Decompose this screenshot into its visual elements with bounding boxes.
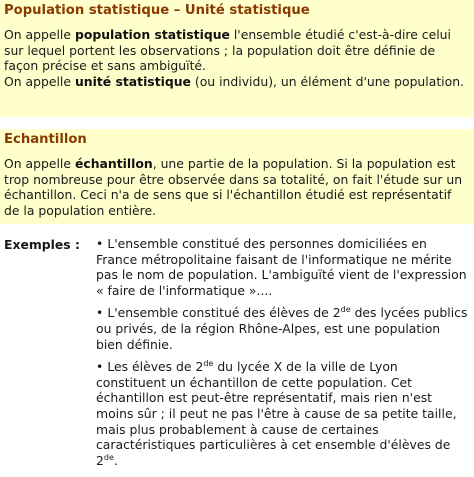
section-title-echantillon: Echantillon [4,132,87,147]
text: (ou individu), un élément d'une population. [190,73,464,89]
bullet-icon: • [96,305,104,321]
bullet-icon: • [96,359,104,375]
superscript: de [203,359,214,369]
term-echantillon: échantillon [74,156,153,171]
list-item [96,359,468,468]
list-item [96,236,468,298]
examples-list [96,236,468,475]
item-text: du lycée X de la ville de Lyon constituent un échantillon de cette population. Cet échantillon est peut-être représentatif, mais rien n'est moins sûr ; il peut ne pas l'être à cause de sa petite taille, mais plus probablement à cause de certaines caractéristiques particulières à cet ensemble d'élèves de 2 [96,359,457,468]
examples-label: Exemples : [4,237,80,252]
item-text: . [113,452,118,468]
term-population: population statistique [74,27,230,42]
text: On appelle [4,156,75,171]
definition-echantillon [4,156,470,218]
item-text: Les élèves de 2 [107,359,204,375]
item-text: L'ensemble constitué des élèves de 2 [107,305,341,321]
text: On appelle [4,27,75,42]
section-title-population: Population statistique – Unité statistique [4,3,310,18]
bullet-icon: • [96,236,104,251]
term-unite: unité statistique [74,73,191,89]
definition-population [4,27,470,89]
text: On appelle [4,73,75,89]
text: , une partie de la population. Si la population est trop nombreuse pour être observée dans sa totalité, on fait l'étude sur un échantillon. Ceci n'a de sens que si l'échantillon étudié est représentatif de la population entière. [4,156,463,218]
superscript: de [103,452,114,462]
item-text: des lycées publics ou privés, de la région Rhône-Alpes, est une population bien définie. [96,305,468,352]
section-echantillon [0,129,474,224]
superscript: de [340,305,351,315]
text: l'ensemble étudié c'est-à-dire celui sur lequel portent les observations ; la population doit être définie de façon précise et sans ambiguïté. [4,27,451,74]
item-text: L'ensemble constitué des personnes domiciliées en France métropolitaine faisant de l'informatique ne mérite pas le nom de population. L'ambiguïté vient de l'expression « faire de l'informatique ».... [96,236,467,298]
list-item [96,305,468,352]
section-population [0,0,474,117]
